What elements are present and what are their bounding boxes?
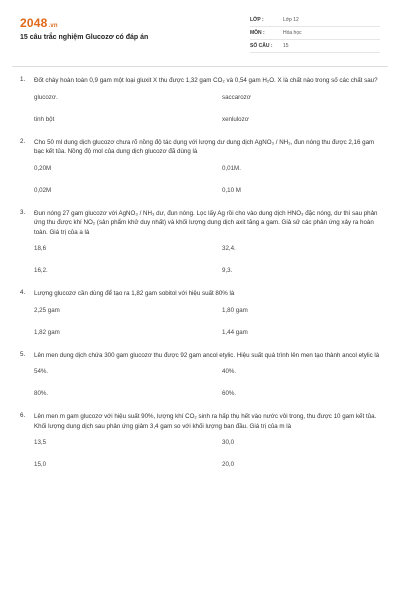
answer-option[interactable]: 32,4. — [222, 245, 236, 252]
answer-option[interactable]: saccarozơ — [222, 93, 251, 101]
question-number: 4. — [20, 289, 26, 296]
question-number: 1. — [20, 76, 26, 83]
answer-option[interactable]: 54%. — [34, 368, 49, 375]
question-text: Đun nóng 27 gam glucozơ với AgNO₃ / NH₃ dư, đun nóng. Lọc lấy Ag rồi cho vào dung dịch HNO₃ đặc nóng, dư thì sau phản ứng thu được khí NO₂ (sản phẩm khử duy nhất) và khối lượng dung dịch axit tăng a gam. Giả sử các phản ứng xảy ra hoàn toàn. Giá trị của a là — [34, 209, 378, 236]
question-text: Đốt cháy hoàn toàn 0,9 gam một loại gluxit X thu được 1,32 gam CO₂ và 0,54 gam H₂O. X là chất nào trong số các chất sau? — [34, 77, 378, 84]
answer-options — [34, 438, 382, 469]
question-list — [20, 76, 382, 483]
meta-row — [250, 40, 380, 53]
question-number: 6. — [20, 412, 26, 419]
answer-option[interactable]: 20,0 — [222, 461, 235, 468]
answer-options — [34, 367, 382, 398]
answer-option[interactable]: tinh bột — [34, 115, 55, 123]
site-logo[interactable]: 2048.vn — [20, 16, 58, 30]
answer-option[interactable]: 2,25 gam — [34, 306, 60, 314]
question-number: 5. — [20, 350, 26, 358]
question-text: Lên men m gam glucozơ với hiệu suất 90%, lượng khí CO₂ sinh ra hấp thụ hết vào nước vôi trong, thu được 10 gam kết tủa. Khối lượng dung dịch sau phản ứng giảm 3,4 gam so với khối lượng ban đầu. Giá trị của m là — [34, 413, 377, 430]
question-header — [20, 209, 382, 238]
question-header — [20, 351, 382, 361]
question-number: 2. — [20, 137, 26, 145]
question-item — [20, 412, 382, 469]
answer-option[interactable]: 9,3. — [222, 267, 233, 274]
document-title: 15 câu trắc nghiệm Glucozơ có đáp án — [20, 34, 149, 41]
header-divider — [12, 66, 388, 67]
answer-option[interactable]: 0,20M — [34, 164, 52, 172]
question-text: Lượng glucozơ cần dùng để tạo ra 1,82 gam sobitol với hiệu suất 80% là — [34, 290, 235, 297]
meta-key: LỚP : — [250, 17, 264, 23]
question-header — [20, 138, 382, 157]
meta-value: 15 — [283, 43, 289, 49]
answer-options — [34, 244, 382, 275]
answer-option[interactable]: 1,82 gam — [34, 328, 60, 336]
answer-option[interactable]: 15,0 — [34, 461, 47, 468]
answer-option[interactable]: 1,44 gam — [222, 328, 248, 336]
question-item — [20, 209, 382, 276]
answer-option[interactable]: 0,02M — [34, 186, 52, 194]
document-meta — [250, 14, 380, 53]
meta-key: SỐ CÂU : — [250, 43, 273, 49]
question-header — [20, 76, 382, 86]
question-header — [20, 289, 382, 299]
question-item — [20, 138, 382, 195]
answer-option[interactable]: 16,2. — [34, 267, 48, 274]
answer-option[interactable]: glucozơ. — [34, 93, 58, 101]
meta-value: Lớp 12 — [283, 17, 299, 23]
answer-option[interactable]: 30,0 — [222, 439, 235, 446]
answer-option[interactable]: 1,80 gam — [222, 306, 248, 314]
answer-options — [34, 93, 382, 124]
answer-option[interactable]: 0,01M. — [222, 164, 241, 172]
answer-options — [34, 306, 382, 337]
question-text: Lên men dung dịch chứa 300 gam glucozơ thu được 92 gam ancol etylic. Hiệu suất quá trình lên men tạo thành ancol etylic là — [34, 351, 380, 359]
answer-option[interactable]: 80%. — [34, 390, 49, 397]
question-header — [20, 412, 382, 431]
answer-option[interactable]: 13,5 — [34, 439, 47, 446]
question-item — [20, 76, 382, 124]
answer-options — [34, 164, 382, 195]
meta-key: MÔN : — [250, 30, 265, 36]
answer-option[interactable]: 60%. — [222, 390, 237, 397]
answer-option[interactable]: 40%. — [222, 368, 237, 375]
meta-row — [250, 27, 380, 40]
answer-option[interactable]: 0,10 M — [222, 186, 241, 194]
question-item — [20, 289, 382, 337]
question-item — [20, 351, 382, 399]
meta-value: Hóa học — [283, 30, 302, 36]
question-number: 3. — [20, 208, 26, 216]
question-text: Cho 50 ml dung dịch glucozơ chưa rõ nồng độ tác dụng với lượng dư dung dịch AgNO₃ / NH₃, đun nóng thu được 2,16 gam bạc kết tủa. Nồng độ mol của dung dịch glucozơ đã dùng là — [34, 138, 375, 155]
answer-option[interactable]: xenlulozơ — [222, 115, 249, 123]
meta-row — [250, 14, 380, 27]
page-header — [0, 0, 400, 66]
answer-option[interactable]: 18,6 — [34, 245, 47, 252]
